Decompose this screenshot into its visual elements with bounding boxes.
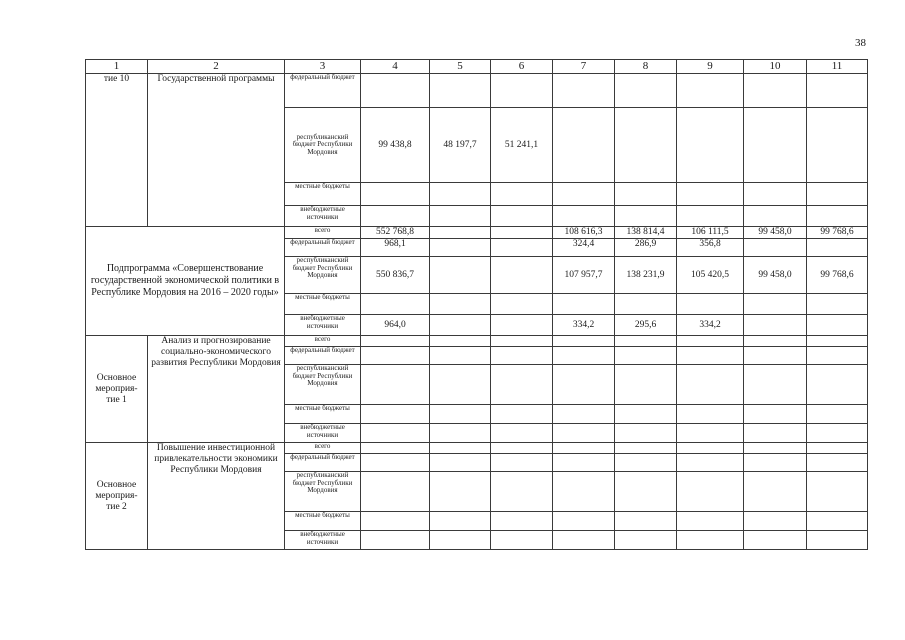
value-cell [430,347,491,365]
value-cell [491,512,553,531]
value-cell: 107 957,7 [553,257,615,294]
value-cell [361,531,430,550]
value-cell [430,315,491,336]
value-cell [677,347,744,365]
value-cell [430,227,491,239]
value-cell [615,336,677,347]
value-cell [677,531,744,550]
value-cell: 105 420,5 [677,257,744,294]
value-cell [361,294,430,315]
value-cell [615,443,677,454]
value-cell: 138 231,9 [615,257,677,294]
funding-source: федеральный бюджет [285,454,361,472]
funding-source: республиканский бюджет Республики Мордовия [285,472,361,512]
value-cell [615,454,677,472]
value-cell [807,315,868,336]
header-row [86,60,868,74]
value-cell: 99 458,0 [744,227,807,239]
funding-source: внебюджетные источники [285,315,361,336]
value-cell [553,531,615,550]
value-cell [430,206,491,227]
value-cell [677,454,744,472]
table-row [86,74,868,108]
value-cell [744,365,807,405]
value-cell [807,183,868,206]
value-cell [744,512,807,531]
value-cell [807,405,868,424]
value-cell [807,74,868,108]
value-cell [744,74,807,108]
funding-source: всего [285,443,361,454]
value-cell [615,294,677,315]
value-cell [553,183,615,206]
value-cell: 51 241,1 [491,108,553,183]
value-cell [361,336,430,347]
value-cell [361,347,430,365]
value-cell [615,108,677,183]
value-cell [553,108,615,183]
value-cell [361,454,430,472]
table-row [86,443,868,454]
value-cell: 295,6 [615,315,677,336]
value-cell [677,108,744,183]
value-cell [553,336,615,347]
value-cell [615,74,677,108]
value-cell [677,74,744,108]
value-cell [430,183,491,206]
value-cell [553,294,615,315]
value-cell [677,472,744,512]
value-cell [744,424,807,443]
value-cell [491,472,553,512]
value-cell [807,443,868,454]
funding-source: всего [285,336,361,347]
value-cell [744,336,807,347]
subprogram-title-cell: Подпрограмма «Совершенствование государственной экономической политики в Республике Мордовия на 2016 – 2020 годы» [86,227,285,336]
value-cell [491,74,553,108]
value-cell [430,257,491,294]
value-cell [430,424,491,443]
value-cell [807,472,868,512]
value-cell [677,365,744,405]
funding-source: местные бюджеты [285,294,361,315]
value-cell [491,365,553,405]
value-cell [361,365,430,405]
funding-source: местные бюджеты [285,512,361,531]
header-cell: 3 [285,60,361,74]
value-cell: 48 197,7 [430,108,491,183]
budget-table [85,59,868,550]
value-cell [430,294,491,315]
value-cell [807,206,868,227]
table-row [86,336,868,347]
value-cell [744,531,807,550]
value-cell: 106 111,5 [677,227,744,239]
value-cell [491,227,553,239]
header-cell: 9 [677,60,744,74]
value-cell [744,108,807,183]
value-cell [430,74,491,108]
value-cell: 99 438,8 [361,108,430,183]
value-cell: 286,9 [615,239,677,257]
value-cell [744,206,807,227]
value-cell [807,239,868,257]
value-cell [553,74,615,108]
value-cell [491,294,553,315]
value-cell: 108 616,3 [553,227,615,239]
funding-source: местные бюджеты [285,405,361,424]
funding-source: республиканский бюджет Республики Мордовия [285,108,361,183]
value-cell [615,531,677,550]
value-cell [491,183,553,206]
value-cell [615,183,677,206]
value-cell [677,405,744,424]
value-cell [491,336,553,347]
value-cell [430,454,491,472]
value-cell [430,336,491,347]
value-cell [361,424,430,443]
value-cell: 550 836,7 [361,257,430,294]
value-cell: 99 458,0 [744,257,807,294]
value-cell [491,443,553,454]
value-cell [553,365,615,405]
funding-source: внебюджетные источники [285,206,361,227]
header-cell: 5 [430,60,491,74]
activity-code-cell: Основное мероприя- тие 2 [86,443,148,550]
funding-source: федеральный бюджет [285,347,361,365]
value-cell [615,347,677,365]
value-cell [491,206,553,227]
funding-source: внебюджетные источники [285,531,361,550]
value-cell [677,206,744,227]
value-cell [430,472,491,512]
value-cell [430,405,491,424]
value-cell [361,443,430,454]
activity-name-cell: Государственной программы [148,74,285,227]
header-cell: 4 [361,60,430,74]
header-cell: 6 [491,60,553,74]
value-cell [491,239,553,257]
value-cell: 334,2 [677,315,744,336]
value-cell [807,347,868,365]
value-cell [361,405,430,424]
value-cell: 99 768,6 [807,257,868,294]
funding-source: республиканский бюджет Республики Мордовия [285,257,361,294]
value-cell [744,183,807,206]
value-cell [491,405,553,424]
table-row [86,227,868,239]
value-cell [744,239,807,257]
header-cell: 8 [615,60,677,74]
value-cell [361,183,430,206]
value-cell [807,294,868,315]
funding-source: республиканский бюджет Республики Мордовия [285,365,361,405]
value-cell [744,454,807,472]
activity-code-cell: Основное мероприя- тие 1 [86,336,148,443]
value-cell [430,531,491,550]
value-cell [744,472,807,512]
value-cell [677,294,744,315]
value-cell [744,347,807,365]
value-cell [553,443,615,454]
header-cell: 7 [553,60,615,74]
value-cell [744,315,807,336]
value-cell [807,365,868,405]
page-number: 38 [855,37,866,49]
value-cell [430,443,491,454]
funding-source: федеральный бюджет [285,74,361,108]
value-cell [677,183,744,206]
value-cell [615,512,677,531]
value-cell [491,454,553,472]
value-cell [491,257,553,294]
value-cell [491,424,553,443]
value-cell: 968,1 [361,239,430,257]
value-cell [615,424,677,443]
value-cell [430,239,491,257]
value-cell [807,424,868,443]
value-cell [361,472,430,512]
value-cell: 99 768,6 [807,227,868,239]
header-cell: 2 [148,60,285,74]
value-cell [553,512,615,531]
value-cell [361,512,430,531]
value-cell: 324,4 [553,239,615,257]
value-cell [553,405,615,424]
value-cell [430,512,491,531]
value-cell [361,74,430,108]
value-cell [491,347,553,365]
value-cell [553,347,615,365]
value-cell [807,531,868,550]
value-cell [807,454,868,472]
activity-code-cell: тие 10 [86,74,148,227]
funding-source: всего [285,227,361,239]
value-cell [491,531,553,550]
value-cell [615,472,677,512]
value-cell [615,206,677,227]
value-cell [744,405,807,424]
activity-name-cell: Повышение инвестиционной привлекательности экономики Республики Мордовия [148,443,285,550]
value-cell [677,424,744,443]
value-cell [615,405,677,424]
funding-source: федеральный бюджет [285,239,361,257]
value-cell [553,424,615,443]
value-cell: 964,0 [361,315,430,336]
value-cell [553,472,615,512]
value-cell [361,206,430,227]
value-cell [677,336,744,347]
value-cell [491,315,553,336]
value-cell [430,365,491,405]
value-cell [677,443,744,454]
value-cell: 356,8 [677,239,744,257]
value-cell [744,294,807,315]
value-cell: 552 768,8 [361,227,430,239]
funding-source: внебюджетные источники [285,424,361,443]
value-cell [807,108,868,183]
value-cell [677,512,744,531]
value-cell [615,365,677,405]
value-cell [744,443,807,454]
value-cell [807,512,868,531]
header-cell: 11 [807,60,868,74]
value-cell [807,336,868,347]
value-cell [553,206,615,227]
header-cell: 10 [744,60,807,74]
header-cell: 1 [86,60,148,74]
value-cell [553,454,615,472]
value-cell: 334,2 [553,315,615,336]
value-cell: 138 814,4 [615,227,677,239]
activity-name-cell: Анализ и прогнозирование социально-экономического развития Республики Мордовия [148,336,285,443]
funding-source: местные бюджеты [285,183,361,206]
